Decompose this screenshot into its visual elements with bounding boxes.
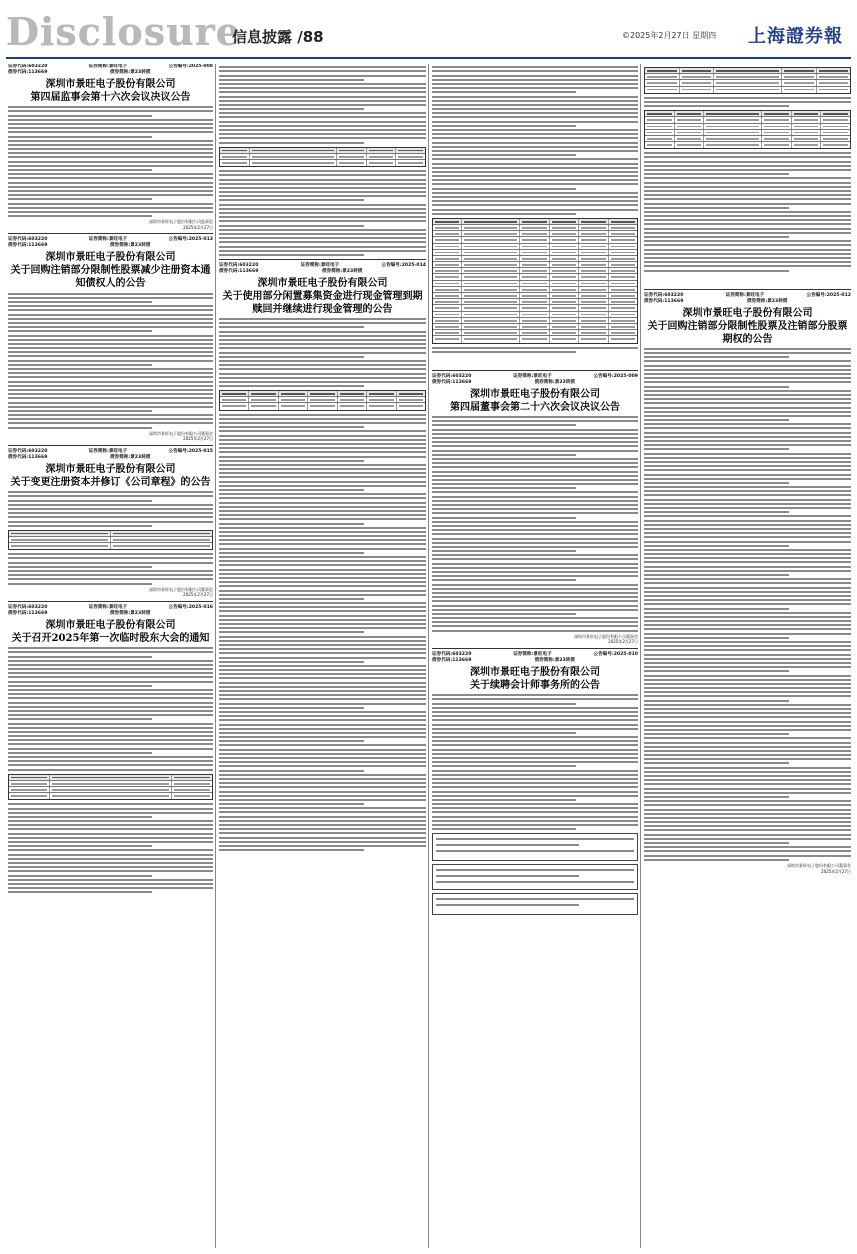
signature-date: 2025年2月27日 — [183, 436, 213, 442]
masthead — [0, 0, 857, 62]
notice-shareholder-meeting — [8, 605, 213, 893]
proxy-form-table — [219, 147, 426, 168]
signature: 深圳市景旺电子股份有限公司董事会 — [787, 862, 851, 868]
notice-title: 关于召开2025年第一次临时股东大会的通知 — [11, 632, 210, 644]
continued-body — [432, 66, 638, 215]
notice-supervisory-resolution — [8, 64, 213, 234]
notice-auditor-renewal — [432, 652, 638, 915]
signature: 深圳市景旺电子股份有限公司监事会 — [149, 219, 213, 225]
stock-name: 证券简称:景旺电子 — [300, 262, 340, 268]
notice-body — [8, 293, 213, 429]
bond-code-line — [8, 70, 213, 76]
bond-name: 债券简称:景23转债 — [110, 455, 151, 460]
stock-name: 证券简称:景旺电子 — [88, 64, 128, 69]
stock-name: 证券简称:景旺电子 — [88, 604, 128, 610]
notice-body — [8, 647, 213, 770]
announcement-number: 公告编号:2025-012 — [806, 292, 851, 298]
financial-products-table — [432, 218, 638, 344]
bond-name: 债券简称:景23转债 — [747, 298, 788, 304]
company-name: 深圳市景旺电子股份有限公司 — [45, 252, 176, 264]
stock-name: 证券简称:景旺电子 — [725, 292, 765, 298]
bond-name: 债券简称:景23转债 — [110, 243, 151, 249]
bond-code: 债券代码:113669 — [8, 243, 48, 249]
continued-body — [219, 170, 426, 256]
announcement-number: 公告编号:2025-009 — [593, 373, 638, 379]
auditor-info-panel — [432, 864, 638, 890]
notice-title: 关于回购注销部分限制性股票减少注册资本通知债权人的公告 — [10, 265, 211, 290]
notice-registered-capital — [8, 449, 213, 602]
company-name: 深圳市景旺电子股份有限公司 — [470, 667, 600, 678]
articles-amendment-table — [8, 530, 213, 551]
newspaper-logo: 上海證券報 — [748, 26, 843, 47]
notice-body — [8, 803, 213, 893]
bond-code-line — [432, 380, 638, 386]
notice-body — [432, 416, 638, 632]
company-name: 深圳市景旺电子股份有限公司 — [45, 464, 176, 475]
bond-code: 债券代码:113669 — [8, 455, 48, 460]
stock-code: 证券代码:603220 — [644, 292, 684, 298]
bond-name: 债券简称:景23转债 — [322, 268, 363, 274]
notice-repurchase-cancellation — [644, 293, 851, 874]
company-name: 深圳市景旺电子股份有限公司 — [257, 277, 388, 289]
company-name: 深圳市景旺电子股份有限公司 — [45, 619, 176, 631]
masthead-rule — [6, 57, 851, 59]
continued-body — [644, 97, 851, 107]
bond-code: 债券代码:113669 — [644, 298, 684, 304]
notice-body — [644, 348, 851, 861]
column-2 — [219, 64, 426, 853]
stock-code: 证券代码:603220 — [8, 237, 48, 243]
bond-code: 债券代码:113669 — [8, 610, 48, 616]
notice-title: 第四届董事会第二十六次会议决议公告 — [450, 401, 620, 413]
notice-title: 关于续聘会计师事务所的公告 — [470, 680, 600, 691]
auditor-info-panel — [432, 833, 638, 861]
stock-code: 证券代码:603220 — [8, 64, 48, 69]
bond-code: 债券代码:113669 — [219, 268, 259, 274]
notice-body — [219, 318, 426, 387]
notice-body — [8, 553, 213, 584]
redemption-table — [219, 390, 426, 411]
notice-cash-management — [219, 263, 426, 851]
issue-date: ©2025年2月27日 星期四 — [622, 31, 717, 40]
bond-code: 债券代码:113669 — [8, 70, 48, 75]
bond-name: 债券简称:景23转债 — [534, 379, 575, 385]
stock-code: 证券代码:603220 — [432, 373, 472, 379]
auditor-info-panel — [432, 893, 638, 915]
notice-title: 关于使用部分闲置募集资金进行现金管理到期赎回并继续进行现金管理的公告 — [222, 290, 423, 315]
notice-body — [8, 106, 213, 217]
notice-body — [219, 414, 426, 852]
column-4 — [644, 64, 851, 874]
stock-code: 证券代码:603220 — [8, 604, 48, 610]
continued-body — [219, 66, 426, 143]
bond-name: 债券简称:景23转债 — [110, 610, 151, 616]
column-divider — [215, 64, 216, 1248]
notice-board-resolution — [432, 374, 638, 649]
signature: 深圳市景旺电子股份有限公司董事会 — [149, 586, 213, 592]
announcement-number: 公告编号:2025-015 — [168, 449, 213, 454]
notice-creditor-notification — [8, 237, 213, 446]
stock-name: 证券简称:景旺电子 — [88, 449, 128, 454]
bond-code-line — [8, 611, 213, 617]
bond-code: 债券代码:113669 — [432, 379, 472, 385]
bond-code-line — [8, 455, 213, 461]
announcement-number: 公告编号:2025-016 — [168, 604, 213, 610]
company-name: 深圳市景旺电子股份有限公司 — [470, 388, 600, 400]
signature: 深圳市景旺电子股份有限公司董事会 — [149, 430, 213, 436]
column-1 — [8, 64, 213, 895]
bond-code-line — [219, 269, 426, 275]
signature-date: 2025年2月27日 — [183, 224, 213, 230]
column-divider — [640, 64, 641, 1248]
signature-date: 2025年2月27日 — [821, 868, 851, 874]
proposal-table — [8, 774, 213, 801]
bond-code: 债券代码:113669 — [432, 658, 472, 663]
notice-title: 关于回购注销部分限制性股票及注销部分股票期权的公告 — [647, 320, 848, 345]
signature-date: 2025年2月27日 — [608, 639, 638, 645]
notice-body — [8, 491, 213, 527]
audit-team-table — [644, 67, 851, 94]
bond-code-line — [644, 299, 851, 305]
column-3 — [432, 64, 638, 918]
stock-code: 证券代码:603220 — [219, 262, 259, 268]
signature-date: 2025年2月27日 — [183, 592, 213, 598]
audit-personnel-table — [644, 110, 851, 149]
stock-name: 证券简称:景旺电子 — [88, 237, 128, 243]
stock-code: 证券代码:603220 — [8, 449, 48, 454]
notice-title: 关于变更注册资本并修订《公司章程》的公告 — [10, 477, 211, 488]
continued-body — [432, 347, 638, 353]
stock-name: 证券简称:景旺电子 — [513, 373, 552, 379]
company-name: 深圳市景旺电子股份有限公司 — [682, 307, 813, 319]
company-name: 深圳市景旺电子股份有限公司 — [45, 79, 176, 90]
announcement-number: 公告编号:2025-008 — [168, 64, 213, 69]
bond-code-line — [8, 243, 213, 249]
announcement-number: 公告编号:2025-014 — [381, 262, 426, 268]
bond-name: 债券简称:景23转债 — [110, 70, 151, 75]
stock-name: 证券简称:景旺电子 — [513, 652, 552, 657]
section-title: 信息披露 /88 — [232, 28, 324, 46]
notice-title: 第四届监事会第十六次会议决议公告 — [30, 92, 191, 103]
column-divider — [428, 64, 429, 1248]
continued-body — [644, 152, 851, 271]
bond-name: 债券简称:景23转债 — [534, 658, 575, 663]
bond-code-line — [432, 658, 638, 664]
announcement-number: 公告编号:2025-010 — [593, 652, 638, 657]
announcement-number: 公告编号:2025-013 — [168, 237, 213, 243]
notice-body — [432, 694, 638, 830]
signature: 深圳市景旺电子股份有限公司董事会 — [574, 633, 638, 639]
section-wordmark: Disclosure — [6, 8, 241, 54]
stock-code: 证券代码:603220 — [432, 652, 472, 657]
